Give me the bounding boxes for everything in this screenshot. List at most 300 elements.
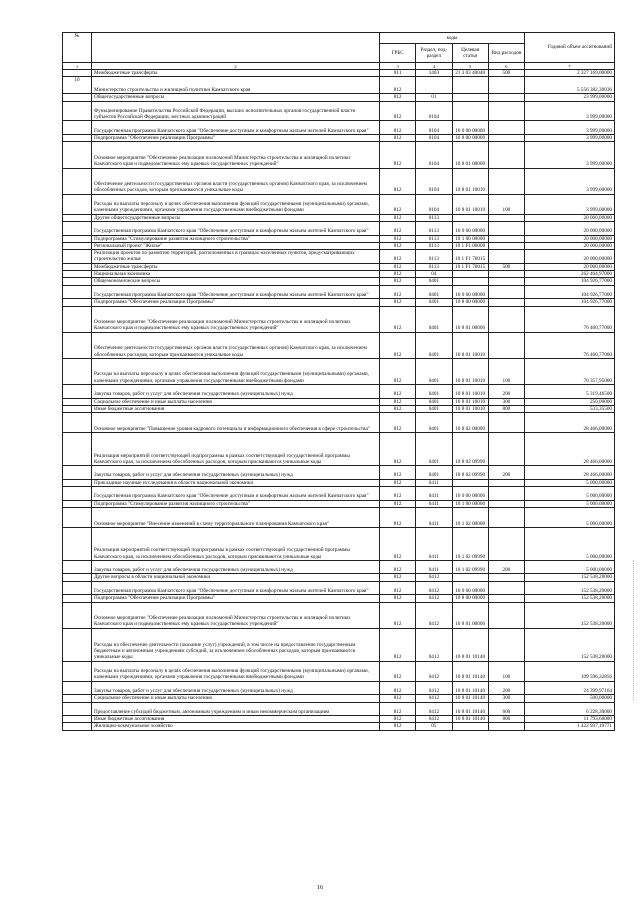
row-expense-type-cell — [488, 271, 524, 278]
row-target-item-cell — [452, 214, 488, 221]
row-target-item-cell: 10 8 01 00000 — [452, 306, 488, 332]
row-section-cell: 0412 — [416, 695, 452, 702]
row-amount-cell: 152 538,20000 — [525, 581, 615, 595]
row-number-cell — [63, 214, 92, 221]
row-target-item-cell: 10 8 01 10010 — [452, 398, 488, 405]
row-amount-cell: 5 000,00000 — [525, 527, 615, 560]
table-row — [63, 306, 615, 332]
row-name-cell: Основное мероприятие "Обеспечение реализации полномочий Министерства строительства и жилищной политики Камчатского края и подведомственных ему краевых государственных учреждений" — [92, 142, 380, 168]
row-name-cell: Подпрограмма "Стимулирование развития жилищного строительства" — [92, 500, 380, 507]
header-grbs: ГРБС — [380, 44, 416, 63]
index-cell: 1 — [63, 63, 92, 70]
row-amount-cell: 20 000,00000 — [525, 250, 615, 264]
table-row — [63, 94, 615, 101]
row-target-item-cell — [452, 94, 488, 101]
row-amount-cell: 3 999,00000 — [525, 135, 615, 142]
row-number-cell — [63, 194, 92, 214]
table-row — [63, 527, 615, 560]
table-row — [63, 702, 615, 716]
row-section-cell: 0411 — [416, 507, 452, 527]
table-row — [63, 398, 615, 405]
row-section-cell: 0412 — [416, 702, 452, 716]
row-target-item-cell — [452, 574, 488, 581]
row-expense-type-cell: 600 — [488, 702, 524, 716]
row-number-cell — [63, 168, 92, 194]
row-grbs-cell: 812 — [380, 214, 416, 221]
row-amount-cell: 5 000,00000 — [525, 500, 615, 507]
table-row — [63, 242, 615, 249]
row-name-cell: Закупка товаров, работ и услуг для обеспечения государственных (муниципальных) нужд — [92, 466, 380, 480]
row-target-item-cell: 10 8 01 10140 — [452, 661, 488, 681]
row-grbs-cell: 812 — [380, 235, 416, 242]
row-amount-cell: 104 926,77000 — [525, 278, 615, 285]
row-amount-cell: 3 999,00000 — [525, 101, 615, 121]
row-number-cell — [63, 306, 92, 332]
row-grbs-cell: 812 — [380, 433, 416, 466]
row-target-item-cell: 10 0 00 00000 — [452, 221, 488, 235]
row-target-item-cell: 10 8 01 10140 — [452, 681, 488, 695]
row-expense-type-cell — [488, 507, 524, 527]
row-name-cell: Закупка товаров, работ и услуг для обеспечения государственных (муниципальных) нужд — [92, 681, 380, 695]
row-grbs-cell: 812 — [380, 142, 416, 168]
row-target-item-cell: 10 8 01 10140 — [452, 702, 488, 716]
row-number-cell — [63, 723, 92, 730]
row-expense-type-cell — [488, 527, 524, 560]
row-name-cell: Основное мероприятие "Повышение уровня кадрового потенциала и информационного обеспечения в сфере строительства" — [92, 413, 380, 433]
row-expense-type-cell: 300 — [488, 398, 524, 405]
row-number-cell — [63, 479, 92, 486]
row-name-cell: Функционирование Правительства Российской Федерации, высших исполнительных органов государственной власти субъектов Российской Федерации, местных администраций — [92, 101, 380, 121]
index-cell: 3 — [380, 63, 416, 70]
row-section-cell: 0401 — [416, 405, 452, 412]
row-grbs-cell: 812 — [380, 695, 416, 702]
header-number: № — [63, 33, 92, 63]
row-section-cell: 0401 — [416, 433, 452, 466]
row-number-cell — [63, 332, 92, 358]
row-grbs-cell: 812 — [380, 271, 416, 278]
row-amount-cell: 152 538,20000 — [525, 628, 615, 661]
row-name-cell: Общегосударственные вопросы — [92, 94, 380, 101]
table-row — [63, 500, 615, 507]
row-target-item-cell: 10 8 00 00000 — [452, 299, 488, 306]
row-expense-type-cell: 200 — [488, 560, 524, 574]
row-grbs-cell: 812 — [380, 560, 416, 574]
table-row — [63, 168, 615, 194]
row-grbs-cell: 812 — [380, 602, 416, 628]
row-amount-cell: 11 793,60000 — [525, 716, 615, 723]
header-codes-group: коды — [380, 33, 525, 44]
row-amount-cell: 5 556 382,30036 — [525, 77, 615, 94]
row-section-cell: 0401 — [416, 466, 452, 480]
row-name-cell: Другие вопросы в области национальной экономики — [92, 574, 380, 581]
row-section-cell: 0401 — [416, 358, 452, 384]
row-grbs-cell: 812 — [380, 413, 416, 433]
row-name-cell: Государственная программа Камчатского края "Обеспечение доступным и комфортным жильем жителей Камчатского края" — [92, 581, 380, 595]
row-name-cell: Подпрограмма "Обеспечение реализации Программы" — [92, 299, 380, 306]
row-grbs-cell: 812 — [380, 306, 416, 332]
row-section-cell: 1403 — [416, 70, 452, 77]
row-name-cell: Общеэкономические вопросы — [92, 278, 380, 285]
row-expense-type-cell — [488, 306, 524, 332]
row-name-cell: Подпрограмма "Обеспечение реализации Программы" — [92, 135, 380, 142]
row-name-cell: Государственная программа Камчатского края "Обеспечение доступным и комфортным жильем жителей Камчатского края" — [92, 285, 380, 299]
budget-table-sheet — [62, 32, 615, 731]
row-amount-cell: 250,00000 — [525, 398, 615, 405]
row-section-cell: 0113 — [416, 250, 452, 264]
row-expense-type-cell — [488, 242, 524, 249]
table-row — [63, 466, 615, 480]
row-target-item-cell: 10 0 00 00000 — [452, 581, 488, 595]
row-amount-cell: 6 228,30000 — [525, 702, 615, 716]
row-grbs-cell: 812 — [380, 479, 416, 486]
row-amount-cell: 5 000,00000 — [525, 479, 615, 486]
row-section-cell: 0104 — [416, 101, 452, 121]
row-name-cell: Социальное обеспечение и иные выплаты населению — [92, 695, 380, 702]
row-name-cell: Национальная экономика — [92, 271, 380, 278]
row-target-item-cell: 10 8 01 10140 — [452, 716, 488, 723]
row-section-cell: 0412 — [416, 574, 452, 581]
row-target-item-cell: 10 8 02 09990 — [452, 466, 488, 480]
row-section-cell: 0411 — [416, 487, 452, 501]
row-grbs-cell: 812 — [380, 398, 416, 405]
row-section-cell: 0113 — [416, 235, 452, 242]
row-amount-cell: 76 460,77000 — [525, 332, 615, 358]
table-row — [63, 723, 615, 730]
row-name-cell: Министерство строительства и жилищной политики Камчатского края — [92, 77, 380, 94]
row-grbs-cell: 812 — [380, 299, 416, 306]
row-expense-type-cell — [488, 581, 524, 595]
row-amount-cell: 3 999,00000 — [525, 121, 615, 135]
table-row — [63, 214, 615, 221]
row-section-cell: 0412 — [416, 716, 452, 723]
row-section-cell: 0412 — [416, 628, 452, 661]
table-row — [63, 574, 615, 581]
row-amount-cell: 76 460,77000 — [525, 306, 615, 332]
table-row — [63, 121, 615, 135]
table-row — [63, 271, 615, 278]
row-name-cell: Обеспечение деятельности государственных органов власти (государственных органов) Камчатского края, за исключением обособленных расходов, которым присваиваются уникальные коды — [92, 332, 380, 358]
row-name-cell: Государственная программа Камчатского края "Обеспечение доступным и комфортным жильем жителей Камчатского края" — [92, 221, 380, 235]
row-amount-cell: 3 999,00000 — [525, 168, 615, 194]
row-name-cell: Реализация мероприятий соответствующей подпрограммы в рамках соответствующей государственной программы Камчатского края, за исключением обособленных расходов, которым присваиваются уникальные коды — [92, 433, 380, 466]
row-target-item-cell: 10 1 00 00000 — [452, 500, 488, 507]
row-number-cell — [63, 121, 92, 135]
index-cell: 4 — [416, 63, 452, 70]
row-number-cell — [63, 661, 92, 681]
header-row-top — [63, 33, 615, 44]
table-row — [63, 332, 615, 358]
table-row — [63, 661, 615, 681]
table-body — [63, 70, 615, 731]
row-section-cell: 04 — [416, 271, 452, 278]
row-grbs-cell: 812 — [380, 278, 416, 285]
row-amount-cell: 5 000,00000 — [525, 560, 615, 574]
row-name-cell: Прикладные научные исследования в области национальной экономики — [92, 479, 380, 486]
row-grbs-cell: 812 — [380, 250, 416, 264]
row-expense-type-cell — [488, 142, 524, 168]
row-amount-cell: 28 466,00000 — [525, 466, 615, 480]
table-row — [63, 413, 615, 433]
row-expense-type-cell — [488, 574, 524, 581]
header-section: Раздел, под-раздел — [416, 44, 452, 63]
row-expense-type-cell — [488, 487, 524, 501]
row-number-cell — [63, 271, 92, 278]
row-number-cell — [63, 94, 92, 101]
row-section-cell: 0113 — [416, 221, 452, 235]
table-row — [63, 581, 615, 595]
row-expense-type-cell — [488, 135, 524, 142]
row-name-cell: Иные бюджетные ассигнования — [92, 405, 380, 412]
row-section-cell: 0401 — [416, 413, 452, 433]
row-number-cell: 10 — [63, 77, 92, 94]
row-grbs-cell: 812 — [380, 487, 416, 501]
row-name-cell: Другие общегосударственные вопросы — [92, 214, 380, 221]
row-grbs-cell: 812 — [380, 77, 416, 94]
row-grbs-cell: 812 — [380, 358, 416, 384]
row-name-cell: Расходы на выплаты персоналу в целях обеспечения выполнения функций государственными (муниципальными) органами, казенными учреждениями, органами управления государственными внебюджетными фондами — [92, 661, 380, 681]
row-number-cell — [63, 250, 92, 264]
row-grbs-cell: 812 — [380, 702, 416, 716]
row-amount-cell: 3 999,00000 — [525, 142, 615, 168]
row-number-cell — [63, 527, 92, 560]
row-number-cell — [63, 358, 92, 384]
row-name-cell: Социальное обеспечение и иные выплаты населению — [92, 398, 380, 405]
row-section-cell: 0412 — [416, 681, 452, 695]
row-grbs-cell: 812 — [380, 581, 416, 595]
row-amount-cell: 104 926,77000 — [525, 285, 615, 299]
row-target-item-cell: 10 1 F1 70015 — [452, 263, 488, 270]
row-grbs-cell: 812 — [380, 221, 416, 235]
table-row — [63, 194, 615, 214]
table-row — [63, 479, 615, 486]
row-name-cell: Закупка товаров, работ и услуг для обеспечения государственных (муниципальных) нужд — [92, 385, 380, 399]
row-grbs-cell: 812 — [380, 628, 416, 661]
row-expense-type-cell: 500 — [488, 70, 524, 77]
row-number-cell — [63, 695, 92, 702]
row-expense-type-cell — [488, 723, 524, 730]
row-name-cell: Расходы на выплаты персоналу в целях обеспечения выполнения функций государственными (муниципальными) органами, казенными учреждениями, органами управления государственными внебюджетными фондами — [92, 194, 380, 214]
index-cell: 5 — [452, 63, 488, 70]
row-amount-cell: 5 319,46500 — [525, 385, 615, 399]
row-target-item-cell: 10 1 F1 70015 — [452, 250, 488, 264]
row-target-item-cell: 10 8 01 10140 — [452, 628, 488, 661]
row-expense-type-cell: 100 — [488, 661, 524, 681]
row-name-cell: Реализация мероприятий соответствующей подпрограммы в рамках соответствующей государственной программы Камчатского края, за исключением обособленных расходов, которым присваиваются уникальные коды — [92, 527, 380, 560]
row-expense-type-cell: 200 — [488, 385, 524, 399]
row-target-item-cell: 10 1 02 09990 — [452, 560, 488, 574]
row-grbs-cell: 812 — [380, 681, 416, 695]
row-grbs-cell: 812 — [380, 135, 416, 142]
row-number-cell — [63, 681, 92, 695]
row-expense-type-cell — [488, 332, 524, 358]
table-row — [63, 70, 615, 77]
row-number-cell — [63, 702, 92, 716]
row-amount-cell: 70 357,95000 — [525, 358, 615, 384]
table-row — [63, 77, 615, 94]
row-expense-type-cell — [488, 628, 524, 661]
row-number-cell — [63, 602, 92, 628]
row-section-cell: 0401 — [416, 278, 452, 285]
row-number-cell — [63, 500, 92, 507]
row-amount-cell: 152 538,20000 — [525, 595, 615, 602]
row-amount-cell: 5 000,00000 — [525, 507, 615, 527]
row-target-item-cell — [452, 278, 488, 285]
row-section-cell: 0411 — [416, 527, 452, 560]
table-row — [63, 135, 615, 142]
row-target-item-cell: 10 0 00 00000 — [452, 285, 488, 299]
row-target-item-cell: 10 0 00 00000 — [452, 121, 488, 135]
row-grbs-cell: 812 — [380, 716, 416, 723]
row-name-cell: Межбюджетные трансферты — [92, 263, 380, 270]
row-section-cell: 0401 — [416, 385, 452, 399]
table-row — [63, 299, 615, 306]
row-expense-type-cell — [488, 299, 524, 306]
scan-edge-mark — [633, 560, 635, 700]
row-section-cell: 0411 — [416, 500, 452, 507]
row-expense-type-cell — [488, 285, 524, 299]
row-name-cell: Подпрограмма "Обеспечение реализации Программы" — [92, 595, 380, 602]
row-number-cell — [63, 398, 92, 405]
row-grbs-cell: 812 — [380, 94, 416, 101]
row-number-cell — [63, 595, 92, 602]
row-amount-cell: 152 538,20000 — [525, 574, 615, 581]
row-number-cell — [63, 574, 92, 581]
row-section-cell: 0113 — [416, 214, 452, 221]
table-row — [63, 602, 615, 628]
table-row — [63, 681, 615, 695]
row-amount-cell: 28 466,00000 — [525, 413, 615, 433]
table-row — [63, 250, 615, 264]
row-name-cell: Основное мероприятие "Обеспечение реализации полномочий Министерства строительства и жилищной политики Камчатского края и подведомственных ему краевых государственных учреждений" — [92, 602, 380, 628]
row-section-cell: 0401 — [416, 299, 452, 306]
row-section-cell: 0412 — [416, 602, 452, 628]
row-target-item-cell: 10 8 01 10010 — [452, 168, 488, 194]
row-amount-cell: 262 464,97000 — [525, 271, 615, 278]
header-name — [92, 33, 380, 63]
row-number-cell — [63, 628, 92, 661]
row-number-cell — [63, 487, 92, 501]
row-target-item-cell: 10 8 01 10010 — [452, 405, 488, 412]
row-section-cell: 0411 — [416, 479, 452, 486]
row-grbs-cell: 812 — [380, 595, 416, 602]
row-number-cell — [63, 466, 92, 480]
row-amount-cell: 533,35500 — [525, 405, 615, 412]
row-expense-type-cell: 200 — [488, 681, 524, 695]
row-grbs-cell: 812 — [380, 527, 416, 560]
row-expense-type-cell: 800 — [488, 405, 524, 412]
row-number-cell — [63, 278, 92, 285]
header-expense-type: Вид расходов — [488, 44, 524, 63]
row-name-cell: Подпрограмма "Стимулирование развития жилищного строительства" — [92, 235, 380, 242]
row-target-item-cell — [452, 77, 488, 94]
row-target-item-cell: 10 8 01 10010 — [452, 194, 488, 214]
table-row — [63, 487, 615, 501]
row-target-item-cell: 10 8 01 00000 — [452, 142, 488, 168]
row-grbs-cell: 812 — [380, 405, 416, 412]
row-amount-cell: 20 000,00000 — [525, 242, 615, 249]
row-section-cell: 0104 — [416, 135, 452, 142]
row-expense-type-cell: 200 — [488, 466, 524, 480]
table-row — [63, 595, 615, 602]
row-number-cell — [63, 221, 92, 235]
row-expense-type-cell — [488, 168, 524, 194]
row-target-item-cell: 10 1 02 09990 — [452, 527, 488, 560]
row-expense-type-cell — [488, 500, 524, 507]
row-name-cell: Государственная программа Камчатского края "Обеспечение доступным и комфортным жильем жителей Камчатского края" — [92, 487, 380, 501]
row-amount-cell: 5 000,00000 — [525, 487, 615, 501]
row-amount-cell: 1 422 937,19771 — [525, 723, 615, 730]
table-row — [63, 358, 615, 384]
row-expense-type-cell — [488, 121, 524, 135]
row-grbs-cell: 812 — [380, 194, 416, 214]
row-expense-type-cell — [488, 101, 524, 121]
table-row — [63, 285, 615, 299]
row-amount-cell: 152 538,20000 — [525, 602, 615, 628]
row-section-cell: 0401 — [416, 332, 452, 358]
row-section-cell: 0401 — [416, 398, 452, 405]
row-number-cell — [63, 507, 92, 527]
table-row — [63, 142, 615, 168]
row-section-cell: 0412 — [416, 595, 452, 602]
row-number-cell — [63, 405, 92, 412]
row-name-cell: Межбюджетные трансферты — [92, 70, 380, 77]
row-amount-cell: 28 466,00000 — [525, 433, 615, 466]
row-section-cell: 0401 — [416, 306, 452, 332]
row-target-item-cell — [452, 101, 488, 121]
row-number-cell — [63, 263, 92, 270]
row-expense-type-cell — [488, 250, 524, 264]
row-name-cell: Жилищно-коммунальное хозяйство — [92, 723, 380, 730]
table-row — [63, 695, 615, 702]
row-target-item-cell — [452, 271, 488, 278]
row-target-item-cell: 10 8 01 10140 — [452, 695, 488, 702]
row-number-cell — [63, 135, 92, 142]
row-name-cell: Расходы на обеспечение деятельности (оказание услуг) учреждений, в том числе на предоставление государственным бюджетным и автономным учреждениям субсидий, за исключением обособленных расходов, которым присваиваются уникальные коды — [92, 628, 380, 661]
row-grbs-cell: 812 — [380, 121, 416, 135]
row-grbs-cell: 812 — [380, 242, 416, 249]
row-amount-cell: 23 999,00000 — [525, 94, 615, 101]
row-name-cell: Основное мероприятие "Внесение изменений в схему территориального планирования Камчатского края" — [92, 507, 380, 527]
row-target-item-cell: 10 1 02 00000 — [452, 507, 488, 527]
table-row — [63, 263, 615, 270]
row-target-item-cell — [452, 479, 488, 486]
row-expense-type-cell — [488, 214, 524, 221]
row-number-cell — [63, 101, 92, 121]
row-number-cell — [63, 716, 92, 723]
row-section-cell: 0104 — [416, 194, 452, 214]
row-amount-cell: 104 926,77000 — [525, 299, 615, 306]
row-section-cell: 0104 — [416, 168, 452, 194]
row-expense-type-cell — [488, 433, 524, 466]
row-target-item-cell — [452, 723, 488, 730]
row-name-cell: Закупка товаров, работ и услуг для обеспечения государственных (муниципальных) нужд — [92, 560, 380, 574]
row-amount-cell: 3 999,00000 — [525, 194, 615, 214]
row-grbs-cell: 812 — [380, 332, 416, 358]
row-section-cell: 0113 — [416, 263, 452, 270]
table-row — [63, 385, 615, 399]
row-amount-cell: 2 327 169,00000 — [525, 70, 615, 77]
row-target-item-cell: 10 8 01 10010 — [452, 358, 488, 384]
row-name-cell: Региональный проект "Жилье" — [92, 242, 380, 249]
row-amount-cell: 500,00000 — [525, 695, 615, 702]
row-name-cell: Предоставление субсидий бюджетным, автономным учреждениям и иным некоммерческим организациям — [92, 702, 380, 716]
row-grbs-cell: 812 — [380, 285, 416, 299]
header-annual-amount: Годовой объем ассигнований — [525, 33, 615, 63]
row-number-cell — [63, 235, 92, 242]
row-section-cell: 0411 — [416, 560, 452, 574]
row-number-cell — [63, 242, 92, 249]
table-row — [63, 101, 615, 121]
